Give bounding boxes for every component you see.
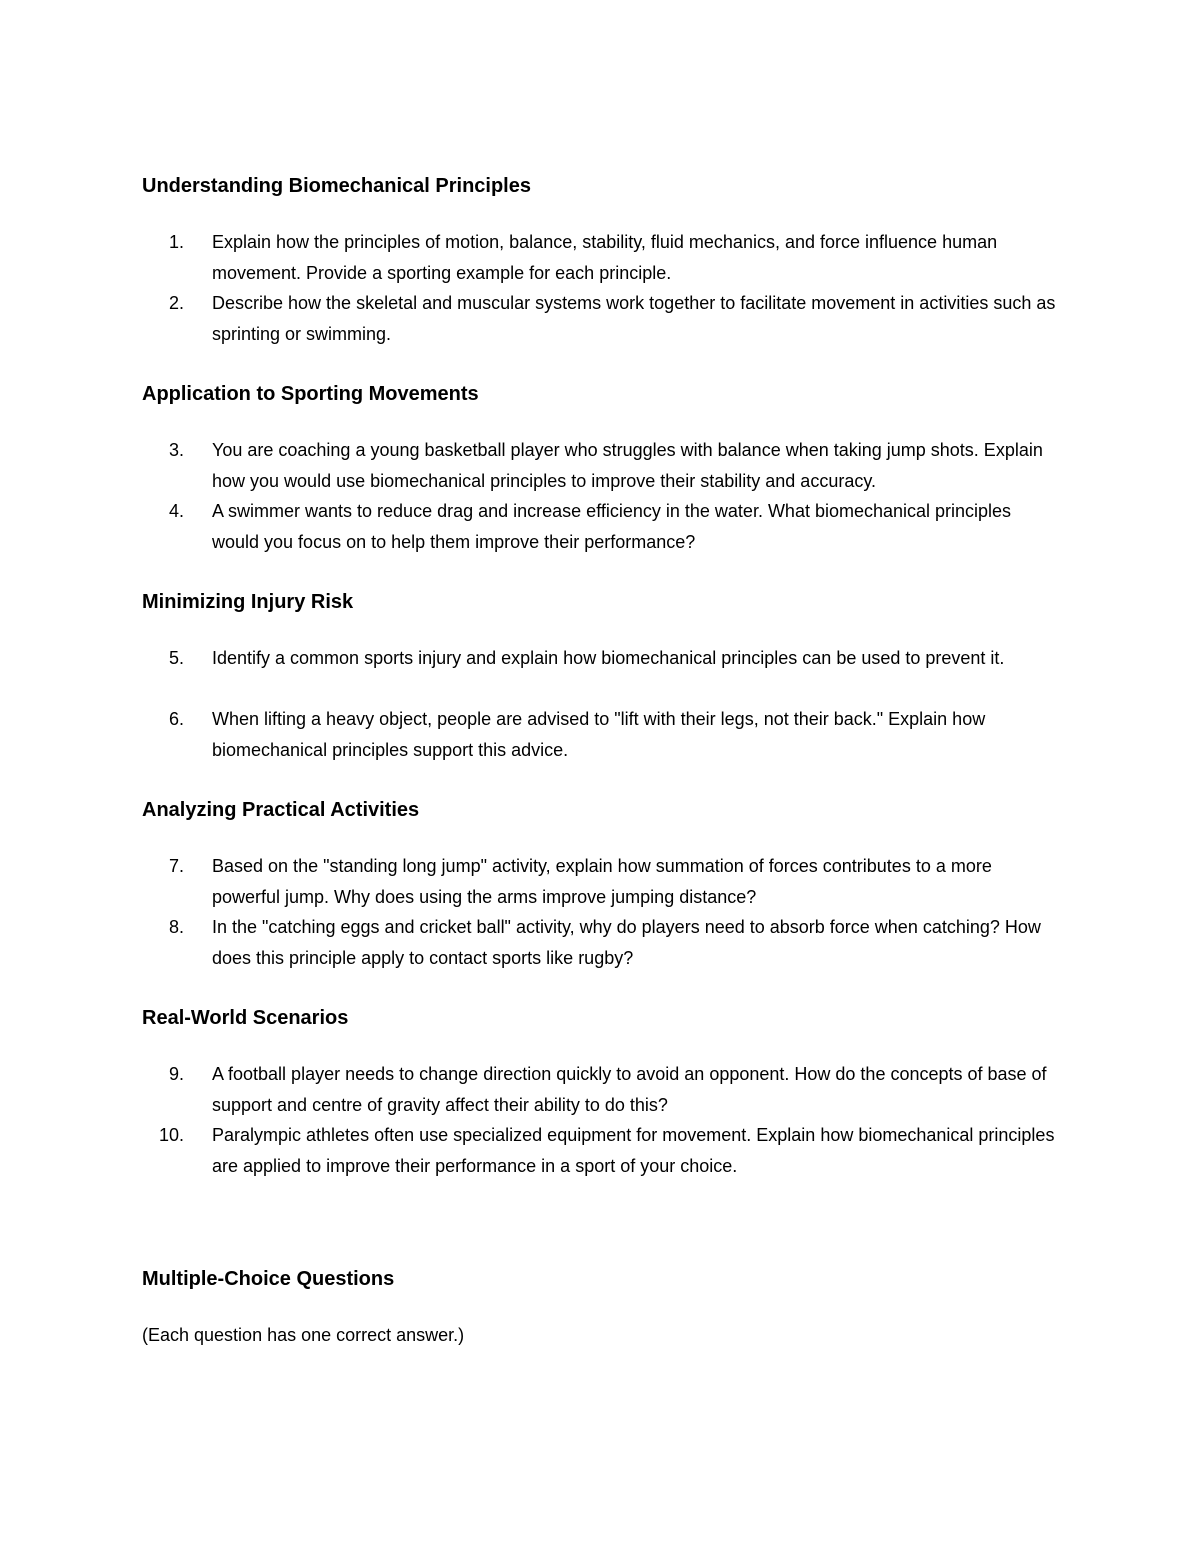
section-heading-application: Application to Sporting Movements [142,383,479,405]
question-item-2 [142,288,1062,350]
section-heading-practical: Analyzing Practical Activities [142,799,420,821]
question-number: 10. [158,1125,184,1145]
question-number: 5. [168,648,184,668]
mcq-instruction: (Each question has one correct answer.) [142,1325,465,1345]
question-item-8 [142,912,1062,974]
section-heading-scenarios: Real-World Scenarios [142,1007,349,1029]
question-number: 8. [168,917,184,937]
question-number: 2. [168,293,184,313]
question-text: Describe how the skeletal and muscular systems work together to facilitate movement in activities such as sprinting or swimming. [212,293,1056,344]
question-text: A football player needs to change direction quickly to avoid an opponent. How do the concepts of base of support and centre of gravity affect their ability to do this? [212,1064,1047,1115]
question-text: Paralympic athletes often use specialized equipment for movement. Explain how biomechanical principles are applied to improve their performance in a sport of your choice. [212,1125,1055,1176]
question-text: Identify a common sports injury and explain how biomechanical principles can be used to prevent it. [212,648,1005,668]
question-text: In the "catching eggs and cricket ball" activity, why do players need to absorb force when catching? How does this principle apply to contact sports like rugby? [212,917,1041,968]
question-number: 4. [168,501,184,521]
question-item-5 [142,643,1062,674]
question-item-6 [142,704,1062,766]
question-number: 3. [168,440,184,460]
question-text: Explain how the principles of motion, balance, stability, fluid mechanics, and force influence human movement. Provide a sporting example for each principle. [212,232,998,283]
question-number: 7. [168,856,184,876]
question-item-9 [142,1059,1062,1121]
question-item-10 [142,1120,1062,1182]
question-item-4 [142,496,1062,558]
question-text: When lifting a heavy object, people are advised to "lift with their legs, not their back." Explain how biomechanical principles support this advice. [212,709,986,760]
question-item-3 [142,435,1062,497]
section-heading-mcq: Multiple-Choice Questions [142,1268,395,1290]
section-heading-injury: Minimizing Injury Risk [142,591,354,613]
question-number: 1. [168,232,184,252]
question-number: 6. [168,709,184,729]
question-text: You are coaching a young basketball player who struggles with balance when taking jump shots. Explain how you would use biomechanical principles to improve their stability and accuracy. [212,440,1043,491]
question-text: Based on the "standing long jump" activity, explain how summation of forces contributes to a more powerful jump. Why does using the arms improve jumping distance? [212,856,992,907]
question-item-1 [142,227,1062,289]
question-text: A swimmer wants to reduce drag and increase efficiency in the water. What biomechanical principles would you focus on to help them improve their performance? [212,501,1012,552]
question-item-7 [142,851,1062,913]
section-heading-understanding: Understanding Biomechanical Principles [142,175,531,197]
question-number: 9. [168,1064,184,1084]
